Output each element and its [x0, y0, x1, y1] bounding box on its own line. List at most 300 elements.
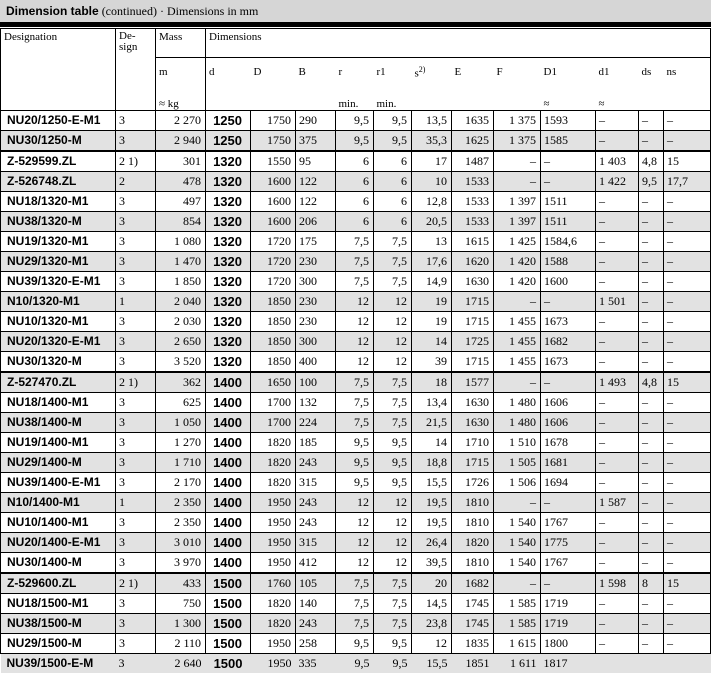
cell-d: 1320 [206, 192, 251, 212]
cell-design: 3 [116, 553, 156, 574]
cell-F: 1 455 [494, 312, 541, 332]
cell-designation: NU29/1400-M [1, 453, 116, 473]
header-col-D: D [253, 66, 262, 78]
cell-r1: 12 [374, 553, 412, 574]
cell-designation: NU30/1250-M [1, 131, 116, 152]
cell-E: 1630 [452, 413, 494, 433]
cell-s: 17,6 [412, 252, 452, 272]
cell-s: 39,5 [412, 553, 452, 574]
cell-d1: – [596, 192, 639, 212]
cell-d1: – [596, 352, 639, 373]
cell-E: 1710 [452, 433, 494, 453]
header-mass-symbol: m [156, 58, 206, 87]
header-col-r: r [338, 66, 343, 78]
table-row [1, 111, 711, 131]
cell-D: 1950 [251, 533, 296, 553]
table-row [1, 352, 711, 373]
table-row [1, 533, 711, 553]
cell-mass: 1 710 [156, 453, 206, 473]
cell-E: 1715 [452, 312, 494, 332]
header-blank-E [452, 86, 494, 111]
cell-ds: – [639, 393, 664, 413]
cell-mass: 433 [156, 573, 206, 594]
cell-F: – [494, 172, 541, 192]
header-design: De- sign [116, 29, 156, 111]
cell-ns: – [664, 252, 711, 272]
cell-E: 1620 [452, 252, 494, 272]
cell-r1: 9,5 [374, 634, 412, 654]
cell-r: 12 [336, 553, 374, 574]
cell-d1: 1 598 [596, 573, 639, 594]
table-title [0, 0, 711, 22]
cell-r1: 6 [374, 212, 412, 232]
cell-D: 1820 [251, 594, 296, 614]
cell-design: 1 [116, 292, 156, 312]
table-row [1, 594, 711, 614]
table-row [1, 654, 711, 674]
table-row [1, 252, 711, 272]
cell-s: 15,5 [412, 473, 452, 493]
cell-d1: – [596, 252, 639, 272]
cell-F: 1 540 [494, 533, 541, 553]
cell-B: 300 [296, 332, 336, 352]
cell-ns: – [664, 513, 711, 533]
cell-F: 1 375 [494, 131, 541, 152]
cell-mass: 3 520 [156, 352, 206, 373]
cell-r: 12 [336, 292, 374, 312]
cell-ns: – [664, 232, 711, 252]
cell-B: 224 [296, 413, 336, 433]
cell-B: 132 [296, 393, 336, 413]
cell-D: 1550 [251, 151, 296, 172]
cell-r: 9,5 [336, 634, 374, 654]
cell-mass: 2 270 [156, 111, 206, 131]
cell-d1: – [596, 513, 639, 533]
cell-mass: 2 650 [156, 332, 206, 352]
cell-d: 1400 [206, 413, 251, 433]
table-row [1, 513, 711, 533]
cell-d1: – [596, 553, 639, 574]
cell-designation: NU38/1320-M [1, 212, 116, 232]
table-row [1, 473, 711, 493]
cell-r1: 7,5 [374, 372, 412, 393]
cell-B: 230 [296, 312, 336, 332]
cell-d: 1500 [206, 573, 251, 594]
cell-designation: NU20/1320-E-M1 [1, 332, 116, 352]
table-title-bold: Dimension table [6, 4, 99, 18]
cell-ds: – [639, 553, 664, 574]
cell-designation: NU18/1500-M1 [1, 594, 116, 614]
cell-s: 12,8 [412, 192, 452, 212]
cell-r: 9,5 [336, 131, 374, 152]
header-d1-approx: ≈ [596, 86, 639, 111]
cell-r1: 12 [374, 312, 412, 332]
cell-ds: – [639, 352, 664, 373]
cell-ns [664, 654, 711, 674]
cell-design: 2 [116, 172, 156, 192]
header-mass-unit: ≈ kg [156, 86, 206, 111]
table-row [1, 151, 711, 172]
cell-d: 1400 [206, 433, 251, 453]
cell-d1 [596, 654, 639, 674]
cell-ds: – [639, 252, 664, 272]
cell-D1: 1678 [541, 433, 596, 453]
cell-E: 1533 [452, 172, 494, 192]
cell-E: 1820 [452, 533, 494, 553]
cell-r: 7,5 [336, 413, 374, 433]
cell-design: 3 [116, 614, 156, 634]
cell-d1: – [596, 634, 639, 654]
cell-r: 9,5 [336, 453, 374, 473]
header-blank-ds [639, 86, 664, 111]
cell-ds: 9,5 [639, 172, 664, 192]
cell-design: 2 1) [116, 573, 156, 594]
cell-mass: 2 170 [156, 473, 206, 493]
cell-D: 1750 [251, 111, 296, 131]
cell-D1: 1606 [541, 413, 596, 433]
table-row [1, 292, 711, 312]
cell-d1: 1 493 [596, 372, 639, 393]
cell-designation: N10/1400-M1 [1, 493, 116, 513]
cell-D: 1820 [251, 453, 296, 473]
cell-ds: 4,8 [639, 372, 664, 393]
cell-B: 335 [296, 654, 336, 674]
cell-E: 1745 [452, 594, 494, 614]
cell-D1: 1511 [541, 212, 596, 232]
cell-B: 243 [296, 614, 336, 634]
cell-B: 230 [296, 252, 336, 272]
cell-r: 12 [336, 493, 374, 513]
header-col-B: B [298, 66, 306, 78]
cell-F: – [494, 493, 541, 513]
cell-r1: 7,5 [374, 232, 412, 252]
header-col-s-label: s [414, 67, 419, 80]
cell-D: 1820 [251, 473, 296, 493]
cell-mass: 854 [156, 212, 206, 232]
cell-D1: 1673 [541, 312, 596, 332]
cell-B: 185 [296, 433, 336, 453]
cell-d1: 1 501 [596, 292, 639, 312]
cell-B: 400 [296, 352, 336, 373]
cell-F: 1 505 [494, 453, 541, 473]
cell-d1: 1 422 [596, 172, 639, 192]
cell-D: 1720 [251, 272, 296, 292]
cell-design: 3 [116, 192, 156, 212]
cell-mass: 2 640 [156, 654, 206, 674]
cell-ns: – [664, 553, 711, 574]
cell-B: 105 [296, 573, 336, 594]
cell-r1: 6 [374, 172, 412, 192]
cell-mass: 2 350 [156, 513, 206, 533]
cell-s: 35,3 [412, 131, 452, 152]
cell-F: 1 615 [494, 634, 541, 654]
cell-F: 1 420 [494, 272, 541, 292]
cell-r1: 7,5 [374, 252, 412, 272]
cell-r: 7,5 [336, 573, 374, 594]
cell-d: 1320 [206, 272, 251, 292]
cell-r: 7,5 [336, 372, 374, 393]
cell-d: 1320 [206, 232, 251, 252]
cell-r1: 7,5 [374, 594, 412, 614]
cell-F: 1 611 [494, 654, 541, 674]
header-col-d1: d1 [598, 66, 610, 78]
cell-r1: 12 [374, 533, 412, 553]
cell-B: 230 [296, 292, 336, 312]
cell-ns: – [664, 473, 711, 493]
cell-mass: 750 [156, 594, 206, 614]
cell-D: 1720 [251, 252, 296, 272]
cell-d: 1400 [206, 393, 251, 413]
cell-d: 1400 [206, 553, 251, 574]
cell-D1: 1606 [541, 393, 596, 413]
cell-ds: – [639, 413, 664, 433]
cell-ds: – [639, 232, 664, 252]
cell-designation: NU38/1500-M [1, 614, 116, 634]
cell-ns: – [664, 533, 711, 553]
cell-B: 375 [296, 131, 336, 152]
cell-F: 1 585 [494, 594, 541, 614]
cell-ns: – [664, 212, 711, 232]
cell-s: 19,5 [412, 513, 452, 533]
cell-F: – [494, 372, 541, 393]
cell-designation: NU10/1320-M1 [1, 312, 116, 332]
cell-r: 6 [336, 212, 374, 232]
cell-D1: 1588 [541, 252, 596, 272]
cell-E: 1635 [452, 111, 494, 131]
cell-ns: 15 [664, 151, 711, 172]
cell-design: 3 [116, 654, 156, 674]
cell-D1: 1584,6 [541, 232, 596, 252]
cell-design: 3 [116, 393, 156, 413]
cell-r1: 9,5 [374, 433, 412, 453]
cell-ns: – [664, 433, 711, 453]
cell-E: 1835 [452, 634, 494, 654]
cell-ns: 15 [664, 372, 711, 393]
header-blank-ns [664, 86, 711, 111]
cell-s: 13,5 [412, 111, 452, 131]
cell-d1: – [596, 111, 639, 131]
cell-D1: – [541, 151, 596, 172]
cell-E: 1726 [452, 473, 494, 493]
cell-r1: 12 [374, 493, 412, 513]
cell-design: 2 1) [116, 372, 156, 393]
cell-r: 7,5 [336, 232, 374, 252]
header-col-ns: ns [664, 58, 711, 87]
cell-d1: – [596, 131, 639, 152]
cell-ns: – [664, 192, 711, 212]
cell-designation: NU10/1400-M1 [1, 513, 116, 533]
cell-d: 1400 [206, 453, 251, 473]
cell-ds: – [639, 272, 664, 292]
cell-ds: – [639, 332, 664, 352]
cell-r: 9,5 [336, 433, 374, 453]
cell-ns: 17,7 [664, 172, 711, 192]
cell-ns: – [664, 131, 711, 152]
cell-E: 1715 [452, 292, 494, 312]
cell-E: 1715 [452, 453, 494, 473]
cell-designation: Z-526748.ZL [1, 172, 116, 192]
dimension-table [0, 28, 711, 673]
cell-E: 1715 [452, 352, 494, 373]
cell-designation: NU20/1250-E-M1 [1, 111, 116, 131]
cell-s: 14 [412, 433, 452, 453]
cell-r: 12 [336, 513, 374, 533]
cell-F: – [494, 151, 541, 172]
cell-r1: 12 [374, 332, 412, 352]
table-row [1, 614, 711, 634]
cell-d: 1250 [206, 131, 251, 152]
cell-mass: 3 010 [156, 533, 206, 553]
cell-F: – [494, 292, 541, 312]
cell-E: 1630 [452, 393, 494, 413]
cell-D1: – [541, 172, 596, 192]
cell-D1: 1593 [541, 111, 596, 131]
cell-d1: – [596, 473, 639, 493]
header-col-d: d [206, 58, 251, 87]
cell-d1: – [596, 533, 639, 553]
cell-designation: NU30/1320-M [1, 352, 116, 373]
cell-ds: – [639, 131, 664, 152]
cell-r1: 7,5 [374, 614, 412, 634]
cell-ns: – [664, 111, 711, 131]
cell-design: 3 [116, 352, 156, 373]
header-col-r1: r1 [376, 66, 386, 78]
cell-designation: NU29/1500-M [1, 634, 116, 654]
cell-D: 1600 [251, 172, 296, 192]
cell-ds: – [639, 292, 664, 312]
header-D1-approx: ≈ [541, 86, 596, 111]
cell-mass: 2 110 [156, 634, 206, 654]
cell-mass: 2 350 [156, 493, 206, 513]
cell-D1: 1673 [541, 352, 596, 373]
cell-r: 9,5 [336, 111, 374, 131]
table-row [1, 272, 711, 292]
cell-d: 1400 [206, 473, 251, 493]
cell-r1: 12 [374, 292, 412, 312]
cell-mass: 1 470 [156, 252, 206, 272]
cell-d: 1320 [206, 151, 251, 172]
cell-ns: – [664, 413, 711, 433]
cell-d: 1320 [206, 332, 251, 352]
cell-r: 12 [336, 352, 374, 373]
cell-design: 3 [116, 453, 156, 473]
cell-B: 243 [296, 453, 336, 473]
cell-B: 412 [296, 553, 336, 574]
cell-design: 1 [116, 493, 156, 513]
cell-D1: 1682 [541, 332, 596, 352]
cell-d1: – [596, 594, 639, 614]
cell-design: 3 [116, 594, 156, 614]
cell-F: 1 480 [494, 413, 541, 433]
cell-ns: – [664, 614, 711, 634]
cell-ns: – [664, 292, 711, 312]
cell-d1: – [596, 232, 639, 252]
cell-s: 19 [412, 312, 452, 332]
cell-s: 19,5 [412, 493, 452, 513]
header-col-D1: D1 [543, 66, 557, 78]
cell-design: 3 [116, 332, 156, 352]
table-row [1, 553, 711, 574]
cell-D: 1850 [251, 312, 296, 332]
cell-d1: – [596, 312, 639, 332]
cell-s: 18 [412, 372, 452, 393]
cell-design: 3 [116, 131, 156, 152]
cell-r1: 7,5 [374, 573, 412, 594]
cell-d1: – [596, 272, 639, 292]
cell-ds: 8 [639, 573, 664, 594]
cell-s: 21,5 [412, 413, 452, 433]
cell-ns: – [664, 493, 711, 513]
cell-ds: – [639, 111, 664, 131]
cell-D: 1850 [251, 352, 296, 373]
cell-designation: Z-529599.ZL [1, 151, 116, 172]
cell-B: 243 [296, 493, 336, 513]
header-col-F: F [496, 66, 503, 78]
cell-ds: – [639, 594, 664, 614]
cell-designation: NU20/1400-E-M1 [1, 533, 116, 553]
cell-s: 20 [412, 573, 452, 594]
cell-d: 1500 [206, 654, 251, 674]
table-row [1, 453, 711, 473]
cell-mass: 1 300 [156, 614, 206, 634]
header-blank-d [206, 86, 251, 111]
cell-r: 7,5 [336, 594, 374, 614]
table-row [1, 332, 711, 352]
cell-E: 1615 [452, 232, 494, 252]
cell-ds: – [639, 192, 664, 212]
cell-d: 1320 [206, 352, 251, 373]
cell-D1: 1600 [541, 272, 596, 292]
cell-design: 3 [116, 513, 156, 533]
cell-D1: 1767 [541, 513, 596, 533]
cell-F: 1 480 [494, 393, 541, 413]
cell-d1: – [596, 614, 639, 634]
header-blank-F [494, 86, 541, 111]
cell-s: 17 [412, 151, 452, 172]
cell-D1: 1719 [541, 614, 596, 634]
cell-E: 1810 [452, 493, 494, 513]
cell-D1: 1511 [541, 192, 596, 212]
cell-D: 1850 [251, 292, 296, 312]
cell-d1: – [596, 332, 639, 352]
cell-F: 1 540 [494, 553, 541, 574]
table-row [1, 493, 711, 513]
cell-ns: – [664, 453, 711, 473]
cell-s: 18,8 [412, 453, 452, 473]
table-row [1, 232, 711, 252]
cell-design: 3 [116, 111, 156, 131]
cell-r: 12 [336, 312, 374, 332]
cell-d: 1250 [206, 111, 251, 131]
cell-designation: NU39/1500-E-M [1, 654, 116, 674]
cell-r: 6 [336, 192, 374, 212]
cell-B: 122 [296, 192, 336, 212]
cell-s: 19 [412, 292, 452, 312]
cell-d: 1400 [206, 513, 251, 533]
cell-B: 175 [296, 232, 336, 252]
cell-d1: – [596, 413, 639, 433]
cell-E: 1810 [452, 553, 494, 574]
cell-D: 1950 [251, 553, 296, 574]
cell-s: 14 [412, 332, 452, 352]
header-col-E: E [454, 66, 462, 78]
cell-design: 3 [116, 433, 156, 453]
cell-ds: – [639, 513, 664, 533]
cell-D: 1700 [251, 393, 296, 413]
cell-r: 6 [336, 151, 374, 172]
cell-s: 10 [412, 172, 452, 192]
cell-r1: 7,5 [374, 272, 412, 292]
